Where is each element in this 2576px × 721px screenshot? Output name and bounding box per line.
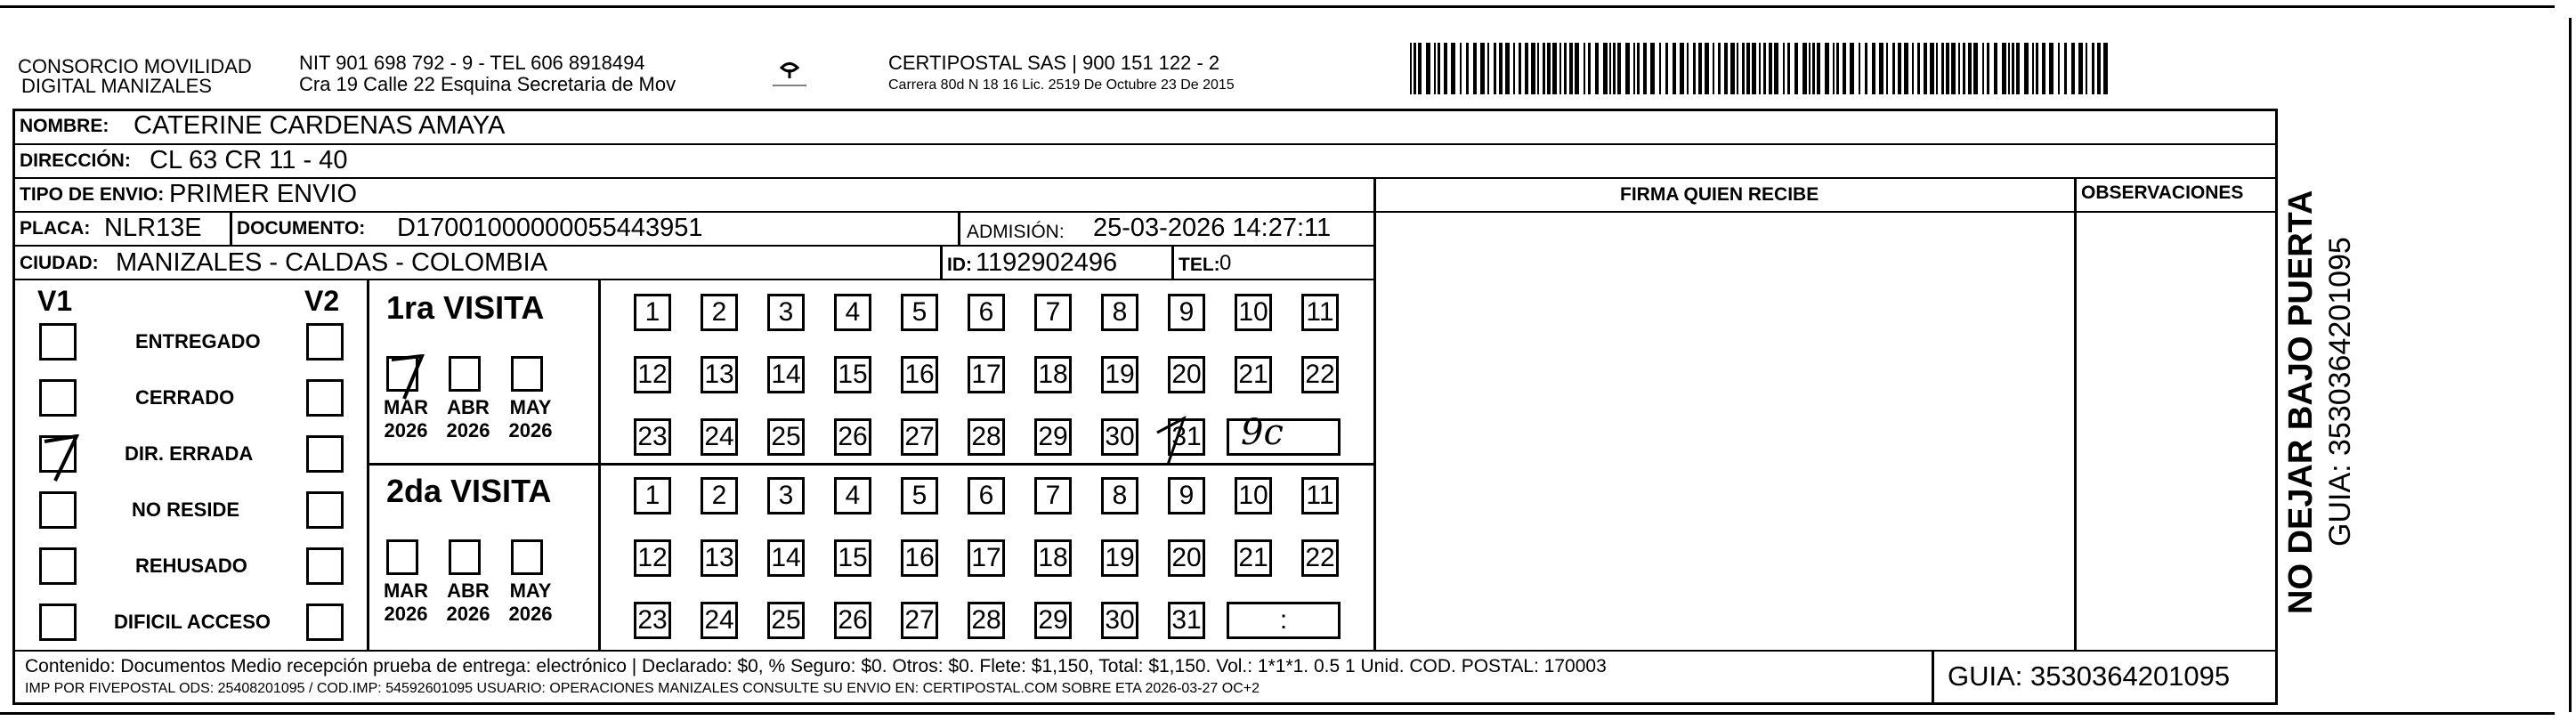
ciudad-value: MANIZALES - CALDAS - COLOMBIA <box>116 248 548 277</box>
day-box[interactable]: 4 <box>834 294 871 331</box>
tel-divider <box>1171 245 1174 280</box>
direccion-label: DIRECCIÓN: <box>20 150 131 171</box>
day-box[interactable]: 17 <box>968 356 1005 393</box>
status-v2-checkbox[interactable] <box>306 435 344 473</box>
tel-value: 0 <box>1219 251 1232 275</box>
day-box[interactable]: 16 <box>901 356 938 393</box>
tipo-value: PRIMER ENVIO <box>169 180 358 208</box>
imp-line: IMP POR FIVEPOSTAL ODS: 25408201095 / COD.IMP: 54592601095 USUARIO: OPERACIONES MANIZALES CONSULTE SU ENVIO EN: CERTIPOSTAL.COM SOBRE ETA 2026-03-27 OC+2 <box>25 681 1260 696</box>
day-box[interactable]: 25 <box>767 418 805 456</box>
id-divider <box>940 245 943 280</box>
status-v1-checkbox[interactable] <box>39 435 77 473</box>
day-box[interactable]: 3 <box>767 477 805 514</box>
month-label: MAY <box>509 579 552 602</box>
day-box[interactable]: 28 <box>968 602 1005 639</box>
time-box[interactable]: : <box>1227 602 1341 639</box>
nombre-value: CATERINE CARDENAS AMAYA <box>134 111 506 140</box>
month-checkbox[interactable] <box>386 539 418 575</box>
handwritten-time: 9c <box>1241 412 1284 453</box>
ciudad-label: CIUDAD: <box>20 253 99 273</box>
day-box[interactable]: 26 <box>834 418 871 456</box>
admision-value: 25-03-2026 14:27:11 <box>1093 214 1332 242</box>
certipostal-line-1: CERTIPOSTAL SAS | 900 151 122 - 2 <box>888 52 1220 74</box>
admision-label: ADMISIÓN: <box>967 222 1065 242</box>
status-v2-checkbox[interactable] <box>306 379 344 417</box>
placa-value: NLR13E <box>104 214 202 242</box>
frame-left <box>12 109 15 705</box>
barcode <box>1410 43 2113 94</box>
day-box[interactable]: 29 <box>1034 602 1072 639</box>
company-line-1: CONSORCIO MOVILIDAD <box>18 55 252 77</box>
year-label: 2026 <box>384 419 428 442</box>
direccion-value: CL 63 CR 11 - 40 <box>150 146 348 174</box>
row-line-1 <box>12 143 2277 145</box>
admision-divider <box>958 211 960 247</box>
frame-right <box>2275 109 2278 705</box>
day-box[interactable]: 26 <box>834 602 871 639</box>
certipostal-line-2: Carrera 80d N 18 16 Lic. 2519 De Octubre 23 De 2015 <box>888 77 1235 93</box>
day-box[interactable]: 6 <box>968 477 1005 514</box>
day-box[interactable]: 12 <box>634 356 671 393</box>
day-box[interactable]: 30 <box>1101 602 1138 639</box>
frame-bottom <box>12 702 2277 705</box>
day-box[interactable]: 23 <box>634 602 671 639</box>
day-box[interactable]: 11 <box>1301 294 1339 331</box>
status-v2-checkbox[interactable] <box>306 547 344 585</box>
documento-label: DOCUMENTO: <box>237 218 366 239</box>
side-guia: GUIA: 3530364201095 <box>2323 237 2357 547</box>
day-box[interactable]: 12 <box>634 539 671 577</box>
company-line-2: DIGITAL MANIZALES <box>21 75 212 97</box>
time-box[interactable] <box>1227 418 1341 456</box>
row-line-2 <box>12 177 2277 179</box>
day-box[interactable]: 21 <box>1235 356 1272 393</box>
top-edge <box>0 5 2555 8</box>
v2-label: V2 <box>304 285 340 317</box>
day-box[interactable]: 10 <box>1235 477 1272 514</box>
address-line: Cra 19 Calle 22 Esquina Secretaria de Mov <box>299 73 676 95</box>
day-box[interactable]: 19 <box>1101 356 1138 393</box>
month-checkbox[interactable] <box>511 539 543 575</box>
year-label: 2026 <box>384 603 428 625</box>
day-box[interactable]: 29 <box>1034 418 1072 456</box>
status-label: DIFICIL ACCESO <box>114 611 271 633</box>
status-v1-checkbox[interactable] <box>39 604 77 641</box>
status-label: CERRADO <box>135 386 235 409</box>
day-box[interactable]: 1 <box>634 477 671 514</box>
status-label: DIR. ERRADA <box>125 442 254 465</box>
day-box[interactable]: 6 <box>968 294 1005 331</box>
row-line-5 <box>12 279 1374 280</box>
month-label: ABR <box>447 396 490 418</box>
status-v1-checkbox[interactable] <box>39 491 77 529</box>
day-box[interactable]: 10 <box>1235 294 1272 331</box>
month-label: MAR <box>383 579 429 602</box>
month-label: MAR <box>383 396 429 418</box>
status-v1-checkbox[interactable] <box>39 547 77 585</box>
day-box[interactable]: 22 <box>1301 356 1339 393</box>
month-label: ABR <box>447 579 490 602</box>
day-box[interactable]: 24 <box>701 602 738 639</box>
day-box[interactable]: 13 <box>701 356 738 393</box>
day-box[interactable]: 24 <box>701 418 738 456</box>
firma-header: FIRMA QUIEN RECIBE <box>1620 184 1819 205</box>
day-box[interactable]: 27 <box>901 602 938 639</box>
tel-label: TEL: <box>1179 255 1220 275</box>
day-box[interactable]: 5 <box>901 477 938 514</box>
status-v2-checkbox[interactable] <box>306 604 344 641</box>
documento-value: D17001000000055443951 <box>397 214 703 242</box>
status-label: ENTREGADO <box>135 330 261 352</box>
day-box[interactable]: 18 <box>1034 356 1072 393</box>
day-box[interactable]: 19 <box>1101 539 1138 577</box>
visit-mid-line <box>367 463 1376 466</box>
day-box[interactable]: 13 <box>701 539 738 577</box>
guia-box: GUIA: 3530364201095 <box>1948 660 2231 692</box>
placa-label: PLACA: <box>20 218 91 239</box>
contenido-line: Contenido: Documentos Medio recepción prueba de entrega: electrónico | Declarado: $0, % Seguro: $0. Otros: $0. Flete: $1,150, Total: $1,150. Vol.: 1*1*1. 0.5 1 Unid. COD. POSTAL: 170003 <box>25 656 1607 676</box>
tipo-label: TIPO DE ENVIO: <box>20 184 165 205</box>
status-v1-checkbox[interactable] <box>39 379 77 417</box>
day-box[interactable]: 9 <box>1168 294 1205 331</box>
month-checkbox[interactable] <box>511 356 543 392</box>
observaciones-header: OBSERVACIONES <box>2081 182 2244 203</box>
day-box[interactable]: 22 <box>1301 539 1339 577</box>
status-v2-checkbox[interactable] <box>306 491 344 529</box>
day-box[interactable]: 8 <box>1101 477 1138 514</box>
year-label: 2026 <box>508 603 553 625</box>
certipostal-logo <box>767 55 812 91</box>
day-box[interactable]: 16 <box>901 539 938 577</box>
month-label: MAY <box>509 396 552 418</box>
second-visit-title: 2da VISITA <box>386 473 552 509</box>
guia-box-divider <box>1932 650 1934 704</box>
day-box[interactable]: 2 <box>701 477 738 514</box>
year-label: 2026 <box>446 419 490 442</box>
id-label: ID: <box>947 255 972 275</box>
firma-col-left <box>1373 177 1376 652</box>
day-box[interactable]: 11 <box>1301 477 1339 514</box>
month-checkbox[interactable] <box>449 356 481 392</box>
day-box[interactable]: 28 <box>968 418 1005 456</box>
day-box[interactable]: 7 <box>1034 294 1072 331</box>
day-box[interactable]: 27 <box>901 418 938 456</box>
first-visit-title: 1ra VISITA <box>386 289 545 326</box>
footer-line <box>12 650 2277 652</box>
nombre-label: NOMBRE: <box>20 116 109 136</box>
day-box[interactable]: 25 <box>767 602 805 639</box>
placa-divider <box>230 211 232 247</box>
row-line-3 <box>12 211 2277 213</box>
day-box[interactable]: 30 <box>1101 418 1138 456</box>
day-box[interactable]: 21 <box>1235 539 1272 577</box>
status-v1-checkbox[interactable] <box>39 323 77 360</box>
day-box[interactable]: 31 <box>1168 418 1205 456</box>
status-label: NO RESIDE <box>132 498 240 521</box>
obs-col-left <box>2074 177 2077 652</box>
day-box[interactable]: 2 <box>701 294 738 331</box>
day-box[interactable]: 18 <box>1034 539 1072 577</box>
id-value: 1192902496 <box>976 248 1118 277</box>
day-box[interactable]: 31 <box>1168 602 1205 639</box>
day-box[interactable]: 14 <box>767 539 805 577</box>
day-box[interactable]: 5 <box>901 294 938 331</box>
right-edge <box>2569 18 2572 712</box>
year-label: 2026 <box>446 603 490 625</box>
month-checkbox[interactable] <box>386 356 418 392</box>
no-dejar-bajo-puerta: NO DEJAR BAJO PUERTA <box>2282 190 2320 614</box>
status-label: REHUSADO <box>135 555 247 577</box>
day-box[interactable]: 9 <box>1168 477 1205 514</box>
day-box[interactable]: 15 <box>834 539 871 577</box>
day-box[interactable]: 14 <box>767 356 805 393</box>
day-box[interactable]: 8 <box>1101 294 1138 331</box>
year-label: 2026 <box>508 419 553 442</box>
day-box[interactable]: 15 <box>834 356 871 393</box>
day-box[interactable]: 1 <box>634 294 671 331</box>
row-line-4 <box>12 245 1374 247</box>
nit-line: NIT 901 698 792 - 9 - TEL 606 8918494 <box>299 52 645 74</box>
bottom-edge <box>0 712 2555 715</box>
day-box[interactable]: 17 <box>968 539 1005 577</box>
month-checkbox[interactable] <box>449 539 481 575</box>
day-box[interactable]: 4 <box>834 477 871 514</box>
day-box[interactable]: 20 <box>1168 539 1205 577</box>
day-box[interactable]: 20 <box>1168 356 1205 393</box>
day-box[interactable]: 3 <box>767 294 805 331</box>
v1-label: V1 <box>37 285 73 317</box>
status-v2-checkbox[interactable] <box>306 323 344 360</box>
day-box[interactable]: 7 <box>1034 477 1072 514</box>
day-box[interactable]: 23 <box>634 418 671 456</box>
